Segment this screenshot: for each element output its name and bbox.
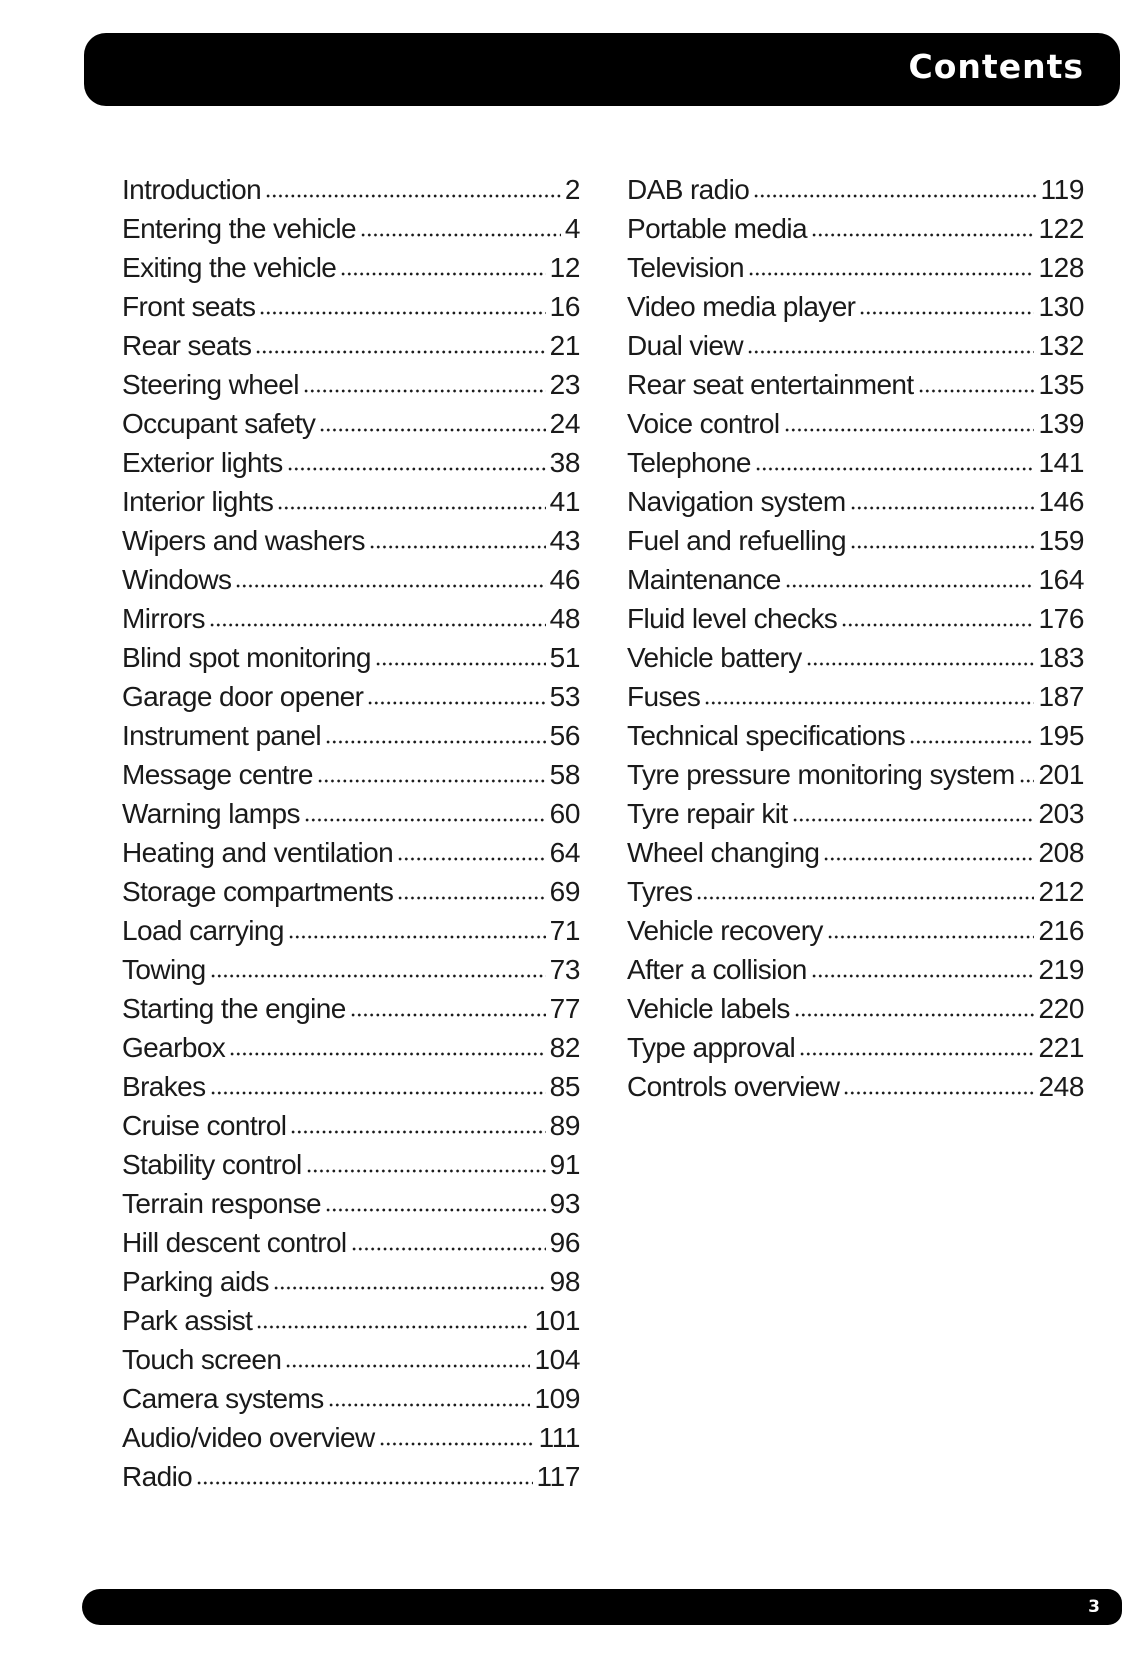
toc-entry-page: 56 — [549, 720, 580, 751]
toc-entry-title: Stability control — [122, 1149, 302, 1180]
toc-entry[interactable] — [627, 794, 1084, 833]
dot-leader — [850, 489, 1035, 511]
toc-entry-title: Wipers and washers — [122, 525, 365, 556]
toc-entry[interactable] — [122, 1457, 580, 1496]
toc-entry[interactable] — [122, 1340, 580, 1379]
dot-leader — [397, 840, 546, 862]
toc-entry[interactable] — [122, 404, 580, 443]
toc-entry-page: 89 — [549, 1110, 580, 1141]
toc-entry-title: Rear seat entertainment — [627, 369, 914, 400]
dot-leader — [196, 1464, 532, 1486]
toc-entry-title: Vehicle labels — [627, 993, 790, 1024]
toc-entry-title: Video media player — [627, 291, 856, 322]
toc-entry[interactable] — [627, 599, 1084, 638]
toc-entry[interactable] — [122, 482, 580, 521]
toc-entry-title: Wheel changing — [627, 837, 820, 868]
toc-entry[interactable] — [122, 248, 580, 287]
dot-leader — [799, 1035, 1034, 1057]
toc-entry-page: 21 — [549, 330, 580, 361]
toc-entry-title: Telephone — [627, 447, 751, 478]
dot-leader — [1019, 762, 1035, 784]
toc-entry[interactable] — [122, 1145, 580, 1184]
dot-leader — [210, 1074, 546, 1096]
toc-entry[interactable] — [627, 482, 1084, 521]
toc-entry-title: Instrument panel — [122, 720, 321, 751]
toc-entry-title: Fuel and refuelling — [627, 525, 846, 556]
dot-leader — [265, 177, 561, 199]
toc-entry-page: 104 — [534, 1344, 580, 1375]
dot-leader — [785, 567, 1035, 589]
toc-entry-title: After a collision — [627, 954, 807, 985]
dot-leader — [823, 840, 1034, 862]
toc-entry[interactable] — [122, 326, 580, 365]
dot-leader — [303, 372, 546, 394]
toc-entry-page: 96 — [549, 1227, 580, 1258]
toc-entry-page: 111 — [538, 1422, 580, 1453]
dot-leader — [811, 216, 1035, 238]
toc-entry-title: Touch screen — [122, 1344, 282, 1375]
page-number: 3 — [1088, 1597, 1100, 1617]
toc-entry[interactable] — [122, 1418, 580, 1457]
toc-entry-title: Entering the vehicle — [122, 213, 356, 244]
toc-entry[interactable] — [122, 716, 580, 755]
toc-entry-page: 139 — [1038, 408, 1084, 439]
toc-entry-page: 69 — [549, 876, 580, 907]
dot-leader — [859, 294, 1034, 316]
toc-entry[interactable] — [122, 1028, 580, 1067]
toc-entry[interactable] — [122, 599, 580, 638]
toc-entry-page: 2 — [564, 174, 580, 205]
toc-entry-page: 73 — [549, 954, 580, 985]
dot-leader — [304, 801, 546, 823]
toc-entry-title: Front seats — [122, 291, 256, 322]
toc-entry[interactable] — [627, 638, 1084, 677]
toc-entry-title: Vehicle battery — [627, 642, 802, 673]
toc-entry-title: Park assist — [122, 1305, 253, 1336]
dot-leader — [784, 411, 1035, 433]
dot-leader — [360, 216, 561, 238]
toc-entry-title: Towing — [122, 954, 206, 985]
dot-leader — [340, 255, 545, 277]
toc-entry[interactable] — [122, 677, 580, 716]
toc-entry-page: 164 — [1038, 564, 1084, 595]
toc-entry[interactable] — [122, 287, 580, 326]
toc-entry[interactable] — [627, 326, 1084, 365]
dot-leader — [397, 879, 545, 901]
toc-entry-title: Parking aids — [122, 1266, 269, 1297]
dot-leader — [696, 879, 1034, 901]
toc-entry-title: Portable media — [627, 213, 807, 244]
toc-entry-title: Tyres — [627, 876, 693, 907]
toc-column-left — [122, 170, 580, 1496]
toc-entry-title: Load carrying — [122, 915, 284, 946]
dot-leader — [209, 606, 546, 628]
page-title: Contents — [908, 47, 1084, 86]
toc-entry-page: 93 — [549, 1188, 580, 1219]
toc-entry-page: 201 — [1038, 759, 1084, 790]
dot-leader — [747, 333, 1034, 355]
toc-entry-title: Brakes — [122, 1071, 206, 1102]
toc-entry-title: Audio/video overview — [122, 1422, 375, 1453]
toc-entry[interactable] — [627, 287, 1084, 326]
toc-entry[interactable] — [627, 443, 1084, 482]
toc-entry-page: 109 — [534, 1383, 580, 1414]
toc-entry-page: 220 — [1038, 993, 1084, 1024]
dot-leader — [287, 450, 546, 472]
toc-entry-page: 128 — [1038, 252, 1084, 283]
toc-entry-title: Vehicle recovery — [627, 915, 823, 946]
toc-entry[interactable] — [627, 1067, 1084, 1106]
dot-leader — [850, 528, 1034, 550]
toc-entry-page: 187 — [1038, 681, 1084, 712]
toc-entry-page: 119 — [1040, 174, 1084, 205]
toc-entry[interactable] — [627, 365, 1084, 404]
toc-entry[interactable] — [627, 950, 1084, 989]
toc-entry-page: 135 — [1038, 369, 1084, 400]
toc-entry-title: Controls overview — [627, 1071, 840, 1102]
toc-entry-title: Mirrors — [122, 603, 205, 634]
toc-entry-title: Voice control — [627, 408, 780, 439]
dot-leader — [317, 762, 546, 784]
toc-entry-page: 248 — [1038, 1071, 1084, 1102]
toc-entry[interactable] — [122, 365, 580, 404]
toc-entry-title: Type approval — [627, 1032, 796, 1063]
toc-entry[interactable] — [627, 677, 1084, 716]
dot-leader — [235, 567, 545, 589]
dot-leader — [328, 1386, 531, 1408]
toc-entry-page: 221 — [1038, 1032, 1084, 1063]
toc-entry-page: 130 — [1038, 291, 1084, 322]
toc-entry[interactable] — [627, 1028, 1084, 1067]
toc-entry[interactable] — [122, 170, 580, 209]
toc-entry-title: Camera systems — [122, 1383, 324, 1414]
toc-entry-page: 24 — [549, 408, 580, 439]
toc-entry[interactable] — [122, 1067, 580, 1106]
dot-leader — [753, 177, 1036, 199]
toc-entry-page: 12 — [549, 252, 580, 283]
toc-entry-page: 16 — [549, 291, 580, 322]
toc-entry-title: DAB radio — [627, 174, 750, 205]
dot-leader — [379, 1425, 535, 1447]
toc-entry-page: 183 — [1038, 642, 1084, 673]
toc-entry[interactable] — [627, 404, 1084, 443]
toc-entry-page: 64 — [549, 837, 580, 868]
toc-entry-page: 203 — [1038, 798, 1084, 829]
dot-leader — [273, 1269, 546, 1291]
toc-entry-page: 48 — [549, 603, 580, 634]
toc-entry-page: 58 — [549, 759, 580, 790]
dot-leader — [288, 918, 546, 940]
toc-entry-title: Garage door opener — [122, 681, 364, 712]
toc-entry-title: Gearbox — [122, 1032, 226, 1063]
dot-leader — [350, 996, 546, 1018]
toc-entry[interactable] — [122, 209, 580, 248]
toc-entry-page: 46 — [549, 564, 580, 595]
toc-entry[interactable] — [627, 716, 1084, 755]
dot-leader — [704, 684, 1034, 706]
toc-entry-title: Tyre repair kit — [627, 798, 788, 829]
dot-leader — [841, 606, 1034, 628]
toc-entry-title: Rear seats — [122, 330, 252, 361]
dot-leader — [325, 1191, 546, 1213]
dot-leader — [210, 957, 546, 979]
toc-entry[interactable] — [122, 1262, 580, 1301]
toc-entry[interactable] — [122, 1223, 580, 1262]
toc-entry[interactable] — [627, 833, 1084, 872]
toc-entry-title: Interior lights — [122, 486, 274, 517]
toc-entry[interactable] — [627, 560, 1084, 599]
dot-leader — [748, 255, 1035, 277]
toc-entry-page: 41 — [549, 486, 580, 517]
toc-entry-page: 77 — [549, 993, 580, 1024]
dot-leader — [285, 1347, 530, 1369]
toc-entry[interactable] — [122, 872, 580, 911]
toc-entry-title: Tyre pressure monitoring system — [627, 759, 1015, 790]
toc-entry[interactable] — [122, 1301, 580, 1340]
toc-entry-page: 51 — [549, 642, 580, 673]
toc-entry[interactable] — [122, 794, 580, 833]
dot-leader — [306, 1152, 546, 1174]
toc-entry-page: 98 — [549, 1266, 580, 1297]
toc-entry[interactable] — [627, 911, 1084, 950]
header-bar — [84, 33, 1120, 106]
toc-entry-title: Introduction — [122, 174, 262, 205]
toc-entry-title: Exterior lights — [122, 447, 283, 478]
toc-entry-page: 23 — [549, 369, 580, 400]
toc-entry-title: Technical specifications — [627, 720, 906, 751]
dot-leader — [827, 918, 1035, 940]
toc-entry[interactable] — [627, 248, 1084, 287]
toc-entry-page: 53 — [549, 681, 580, 712]
dot-leader — [351, 1230, 546, 1252]
toc-entry-title: Heating and ventilation — [122, 837, 394, 868]
toc-entry[interactable] — [122, 638, 580, 677]
footer-bar — [82, 1589, 1122, 1625]
toc-entry-page: 219 — [1038, 954, 1084, 985]
toc-entry-title: Storage compartments — [122, 876, 394, 907]
toc-entry-page: 141 — [1038, 447, 1084, 478]
toc-entry[interactable] — [122, 989, 580, 1028]
toc-entry-page: 195 — [1038, 720, 1084, 751]
dot-leader — [290, 1113, 545, 1135]
toc-entry[interactable] — [122, 911, 580, 950]
toc-entry[interactable] — [627, 872, 1084, 911]
toc-entry[interactable] — [122, 1106, 580, 1145]
toc-entry-title: Hill descent control — [122, 1227, 347, 1258]
toc-entry-title: Maintenance — [627, 564, 781, 595]
toc-entry-page: 38 — [549, 447, 580, 478]
dot-leader — [909, 723, 1034, 745]
dot-leader — [325, 723, 546, 745]
toc-entry-title: Message centre — [122, 759, 313, 790]
toc-entry-title: Exiting the vehicle — [122, 252, 337, 283]
dot-leader — [794, 996, 1035, 1018]
toc-entry-title: Fuses — [627, 681, 701, 712]
dot-leader — [319, 411, 545, 433]
dot-leader — [755, 450, 1035, 472]
toc-entry-title: Terrain response — [122, 1188, 321, 1219]
toc-entry[interactable] — [627, 170, 1084, 209]
toc-entry-page: 71 — [549, 915, 580, 946]
toc-entry[interactable] — [627, 989, 1084, 1028]
toc-entry-page: 212 — [1038, 876, 1084, 907]
toc-entry-title: Radio — [122, 1461, 193, 1492]
toc-entry[interactable] — [122, 1184, 580, 1223]
toc-entry-title: Television — [627, 252, 744, 283]
dot-leader — [792, 801, 1035, 823]
dot-leader — [375, 645, 546, 667]
toc-entry-page: 4 — [564, 213, 580, 244]
toc-entry[interactable] — [122, 1379, 580, 1418]
dot-leader — [367, 684, 545, 706]
toc-entry-title: Steering wheel — [122, 369, 299, 400]
dot-leader — [806, 645, 1035, 667]
toc-entry-page: 159 — [1038, 525, 1084, 556]
dot-leader — [255, 333, 545, 355]
toc-entry-title: Blind spot monitoring — [122, 642, 371, 673]
toc-entry[interactable] — [627, 521, 1084, 560]
toc-entry-title: Starting the engine — [122, 993, 346, 1024]
toc-entry-title: Fluid level checks — [627, 603, 838, 634]
dot-leader — [229, 1035, 545, 1057]
toc-entry-page: 85 — [549, 1071, 580, 1102]
toc-entry[interactable] — [122, 833, 580, 872]
toc-entry-page: 176 — [1038, 603, 1084, 634]
toc-entry-page: 91 — [549, 1149, 580, 1180]
toc-entry-page: 208 — [1038, 837, 1084, 868]
toc-entry-page: 101 — [534, 1305, 580, 1336]
dot-leader — [259, 294, 545, 316]
toc-entry[interactable] — [122, 950, 580, 989]
dot-leader — [369, 528, 546, 550]
dot-leader — [277, 489, 545, 511]
toc-entry[interactable] — [122, 755, 580, 794]
toc-entry-page: 43 — [549, 525, 580, 556]
toc-entry[interactable] — [122, 560, 580, 599]
dot-leader — [918, 372, 1035, 394]
toc-entry-page: 82 — [549, 1032, 580, 1063]
dot-leader — [256, 1308, 530, 1330]
toc-column-right — [627, 170, 1084, 1106]
dot-leader — [811, 957, 1035, 979]
toc-entry[interactable] — [122, 521, 580, 560]
toc-entry-title: Warning lamps — [122, 798, 300, 829]
toc-entry-page: 60 — [549, 798, 580, 829]
toc-entry-page: 117 — [536, 1461, 580, 1492]
toc-entry-title: Occupant safety — [122, 408, 316, 439]
toc-entry[interactable] — [627, 209, 1084, 248]
toc-entry-title: Navigation system — [627, 486, 846, 517]
toc-entry-title: Dual view — [627, 330, 743, 361]
toc-entry-page: 146 — [1038, 486, 1084, 517]
toc-entry-page: 132 — [1038, 330, 1084, 361]
dot-leader — [843, 1074, 1034, 1096]
toc-entry-title: Cruise control — [122, 1110, 287, 1141]
toc-entry[interactable] — [122, 443, 580, 482]
toc-entry-page: 216 — [1038, 915, 1084, 946]
toc-entry-page: 122 — [1038, 213, 1084, 244]
toc-entry[interactable] — [627, 755, 1084, 794]
toc-entry-title: Windows — [122, 564, 232, 595]
